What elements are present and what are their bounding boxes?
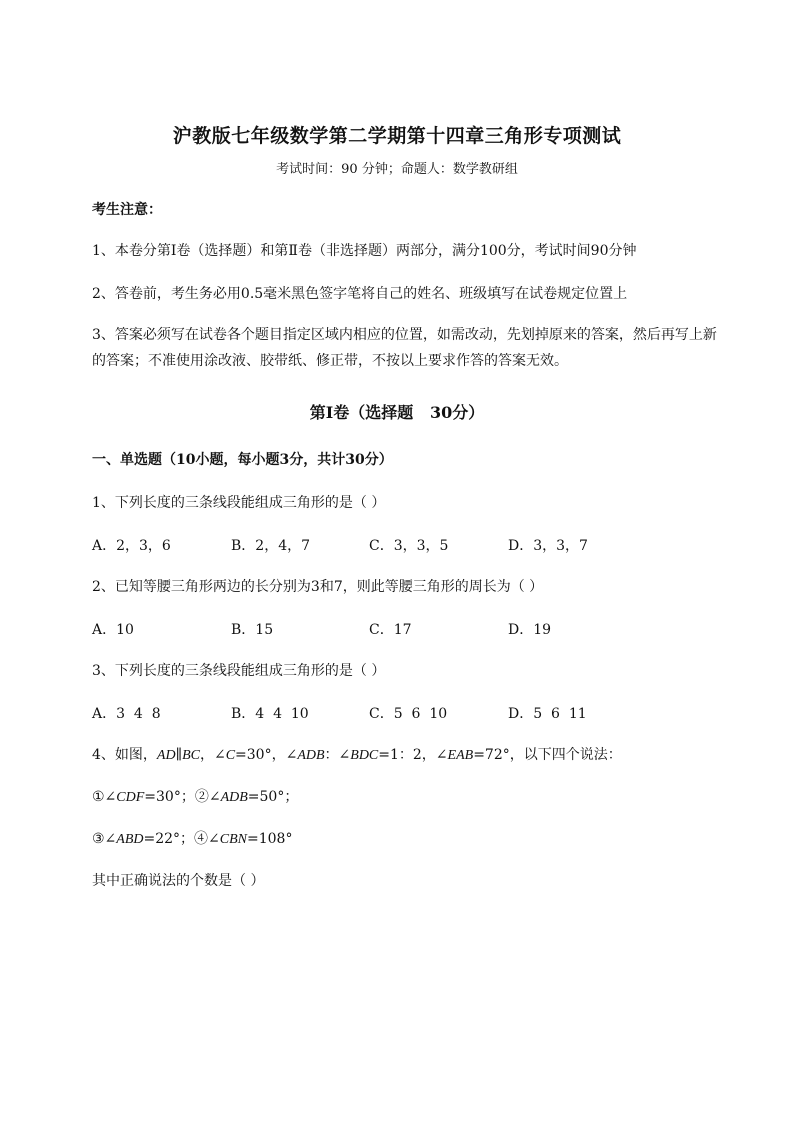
question-3-option-b: B．4 4 10	[231, 706, 309, 722]
question-3-stem: 3、下列长度的三条线段能组成三角形的是（ ）	[92, 663, 386, 679]
question-4-statements-3-4: ③∠ABD=22°；④∠CBN=108°	[92, 831, 293, 847]
question-1-stem: 1、下列长度的三条线段能组成三角形的是（ ）	[92, 495, 386, 511]
question-2-option-b: B．15	[231, 622, 274, 638]
question-1-option-a: A．2，3，6	[92, 538, 171, 554]
part-heading: 一、单选题（10小题，每小题3分，共计30分）	[92, 452, 393, 468]
question-1-option-c: C．3，3，5	[369, 538, 449, 554]
question-3-option-a: A．3 4 8	[92, 706, 161, 722]
question-1-option-b: B．2，4，7	[231, 538, 311, 554]
question-3-option-d: D．5 6 11	[508, 706, 587, 722]
notice-item-3: 3、答案必须写在试卷各个题目指定区域内相应的位置，如需改动，先划掉原来的答案，然后再写上新	[92, 327, 717, 343]
notice-heading: 考生注意：	[92, 202, 162, 218]
question-4-prompt: 其中正确说法的个数是（ ）	[92, 873, 265, 889]
exam-info: 考试时间：90 分钟；命题人：数学教研组	[276, 162, 518, 177]
question-4-stem: 4、如图，AD∥BC，∠C=30°，∠ADB：∠BDC=1：2，∠EAB=72°，以下四个说法：	[92, 747, 622, 763]
question-1-option-d: D．3，3，7	[508, 538, 588, 554]
question-2-option-a: A．10	[92, 622, 134, 638]
question-3-option-c: C．5 6 10	[369, 706, 448, 722]
question-4-statements-1-2: ①∠CDF=30°；②∠ADB=50°；	[92, 789, 299, 805]
question-2-option-d: D．19	[508, 622, 552, 638]
question-2-option-c: C．17	[369, 622, 412, 638]
notice-item-2: 2、答卷前，考生务必用0.5毫米黑色签字笔将自己的姓名、班级填写在试卷规定位置上	[92, 286, 628, 302]
section-title: 第Ⅰ卷（选择题 30分）	[309, 403, 485, 422]
notice-item-3-cont: 的答案；不准使用涂改液、胶带纸、修正带，不按以上要求作答的答案无效。	[92, 353, 568, 369]
question-2-stem: 2、已知等腰三角形两边的长分别为3和7，则此等腰三角形的周长为（ ）	[92, 579, 544, 595]
page-title: 沪教版七年级数学第二学期第十四章三角形专项测试	[172, 125, 622, 147]
notice-item-1: 1、本卷分第Ⅰ卷（选择题）和第Ⅱ卷（非选择题）两部分，满分100分，考试时间90分钟	[92, 243, 637, 259]
